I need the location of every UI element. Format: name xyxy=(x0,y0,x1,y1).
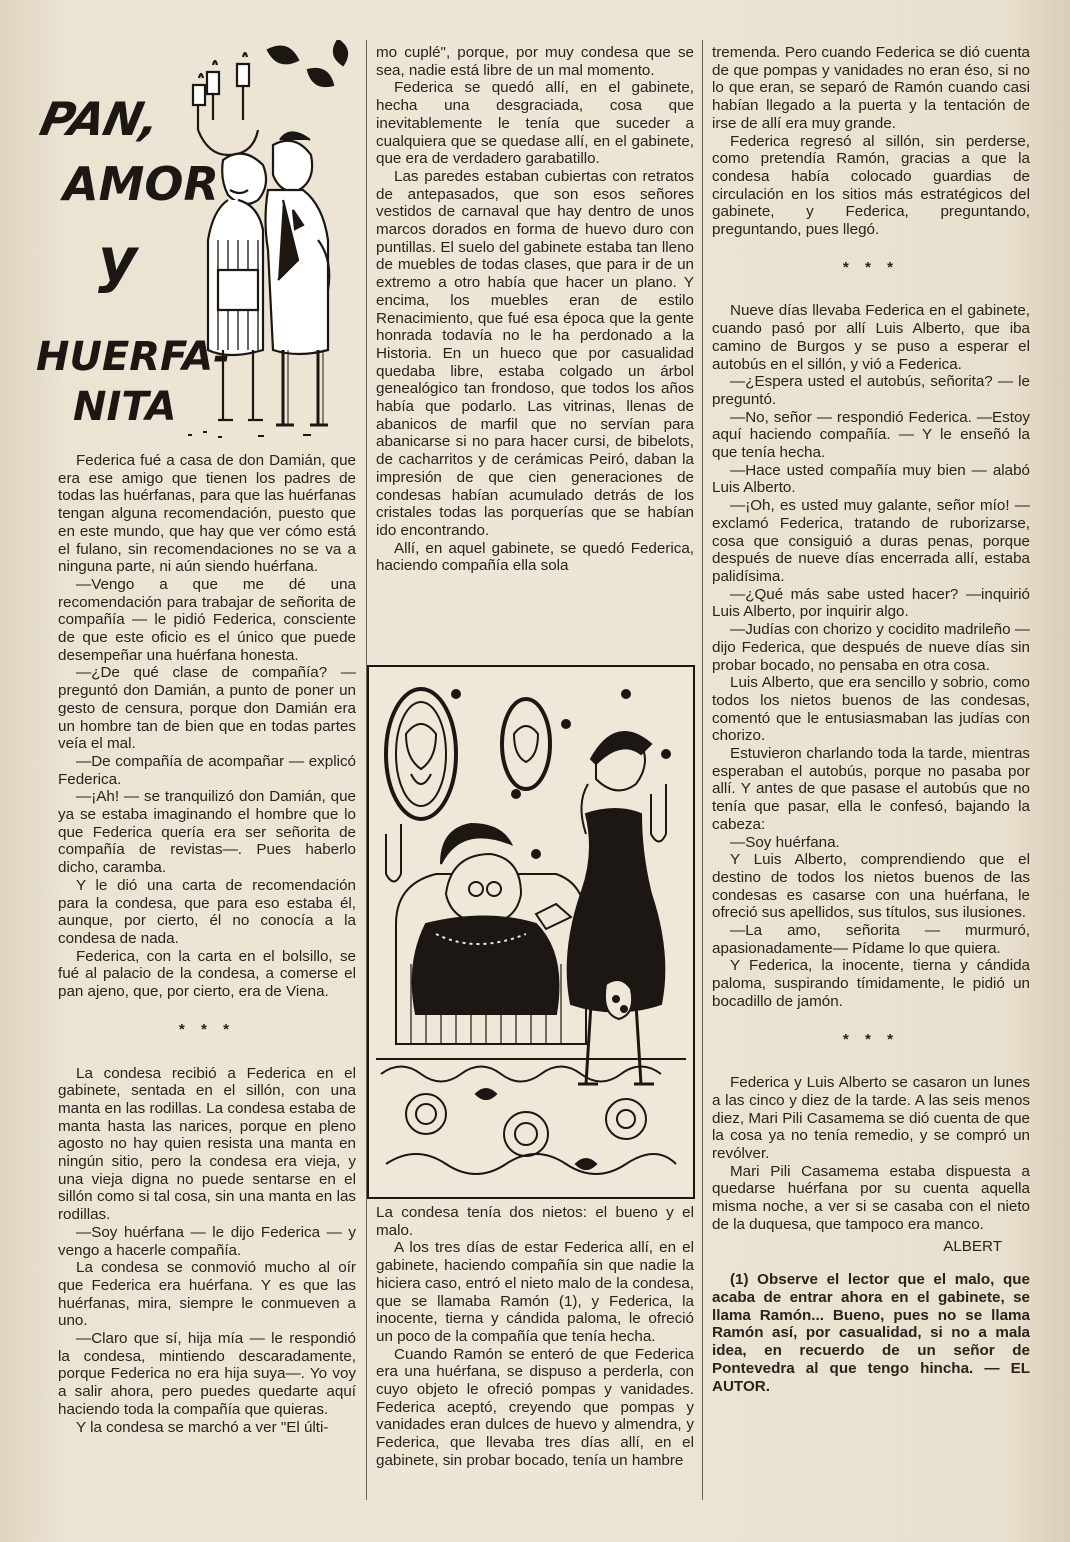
paragraph: —¡Oh, es usted muy galante, señor mío! — exclamó Federica, tratando de ruborizarse, cosa que consiguió a duras penas, porque después de nueve días encerrada allí, estaba palidísima. xyxy=(712,497,1030,585)
paragraph: —Vengo a que me dé una recomendación para trabajar de señorita de compañía — le pidió Federica, consciente de que este oficio es el único que puede desempeñar una huérfana honesta. xyxy=(58,575,356,664)
title-line-nita: NITA xyxy=(73,384,177,430)
paragraph: Federica se quedó allí, en el gabinete, hecha una desgraciada, cosa que inevitablemente le tenía que suceder a cualquiera que se quedase allí, en el gabinete, que era de verdadero garabatillo. xyxy=(376,79,694,168)
column-rule-2 xyxy=(702,40,703,1500)
title-illustration xyxy=(18,40,363,442)
column-2 xyxy=(376,44,694,575)
paragraph: —La amo, señorita — murmuró, apasionadamente— Pídame lo que quiera. xyxy=(712,922,1030,957)
title-line-huerfa: HUERFA- xyxy=(36,334,230,380)
paragraph: Allí, en aquel gabinete, se quedó Federica, haciendo compañía ella sola xyxy=(376,539,694,575)
paragraph: Y le dió una carta de recomendación para la condesa, que para eso estaba él, aunque, por cierto, él no conocía a la condesa de nada. xyxy=(58,876,356,947)
paragraph: Federica fué a casa de don Damián, que era ese amigo que tienen los padres de todas las huérfanas, para que las huérfanas tengan alguna recomendación, puesto que en este mundo, que hay que ver cómo está el fulano, sin recomendaciones no se va a ninguna parte, ni aún siendo huérfana. xyxy=(58,452,356,576)
paragraph: Federica regresó al sillón, sin perderse, como pretendía Ramón, gracias a que la condesa había colocado guardias de circulación en los sitios más estratégicos del gabinete, y Federica, preguntando, preguntando, pues llegó. xyxy=(712,132,1030,239)
salon-illustration xyxy=(366,664,696,1200)
countess-and-federica-drawing xyxy=(366,664,696,1200)
paragraph: Y Federica, la inocente, tierna y cándida paloma, suspirando tímidamente, le pidió un bocadillo de jamón. xyxy=(712,957,1030,1010)
paragraph: —¿De qué clase de compañía? — preguntó don Damián, a punto de poner un gesto de censura, porque don Damián era un hombre tan de bien que en todas partes veía el mal. xyxy=(58,664,356,753)
paragraph: —Hace usted compañía muy bien — alabó Luis Alberto. xyxy=(712,461,1030,497)
title-line-y: y xyxy=(98,225,138,295)
paragraph: Y la condesa se marchó a ver "El últi- xyxy=(76,1418,329,1436)
section-separator: * * * xyxy=(178,1020,236,1038)
paragraph: Cuando Ramón se enteró de que Federica era una huérfana, se dispuso a perderla, con cuyo objeto le ofreció pompas y vanidades. Federica aceptó, creyendo que pompas y vanidades eran dulces de huevo y almendra, y Federica, que llevaba tres días allí, en el gabinete, sin probar bocado, tenía un hambre xyxy=(376,1345,694,1469)
paragraph: —Judías con chorizo y cocidito madrileño — dijo Federica, que después de nueve días sin probar bocado, no pensaba en otra cosa. xyxy=(712,621,1030,674)
paragraph: Mari Pili Casamema estaba dispuesta a quedarse huérfana por su cuenta aquella misma noche, a ver si se casaba con el nieto de la duquesa, que tampoco era manco. xyxy=(712,1162,1030,1233)
paragraph: —¿Qué más sabe usted hacer? —inquirió Luis Alberto, por inquirir algo. xyxy=(712,585,1030,621)
paragraph: Las paredes estaban cubiertas con retratos de antepasados, que son esos señores vestidos de carnaval que hay dentro de unos marcos dorados en forma de huevo duro con puntillas. El suelo del gabinete estaba tan lleno de muebles de todas clases, que para ir de un extremo a otro había que hacer un plano. Y encima, los muebles eran de estilo Renacimiento, que fué esa época que la gente honrada todavía no le ha perdonado a la Historia. En un hueco que por casualidad quedaba libre, estaba colgado un árbol genealógico tan frondoso, que todos los años había que podarlo. Las vitrinas, llenas de abanicos de marfil que no servían para abanicarse si no para hacer cursi, de bibelots, de cacharritos y de cerámicas Peiró, daban la impresión de que cien generaciones de condesas habían acumulado detrás de los cristales todas las porquerías que se habían ido encontrando. xyxy=(376,167,694,539)
paragraph: Estuvieron charlando toda la tarde, mientras esperaban el autobús, porque no pasaba por allí. Y antes de que pasase el autobús que no tenía que pasar, ella le confesó, bajando la cabeza: xyxy=(712,745,1030,833)
column-2-continued xyxy=(376,1204,694,1470)
paragraph: tremenda. Pero cuando Federica se dió cuenta de que pompas y vanidades no eran éso, si no lo que eran, se separó de Ramón cuando casi habían llegado a la puerta y la tentación de irse de allí era muy grande. xyxy=(712,44,1030,132)
author-signature: ALBERT xyxy=(943,1237,1002,1255)
footnote: (1) Observe el lector que el malo, que acaba de entrar ahora en el gabinete, se llama Ramón... Bueno, pues no se llama Ramón así, por casualidad, si no a mala idea, en recuerdo de un señor de Pontevedra al que tengo hincha. — EL AUTOR. xyxy=(712,1271,1030,1395)
column-1 xyxy=(58,452,356,1436)
paragraph: —Soy huérfana. xyxy=(730,833,840,851)
column-3 xyxy=(712,44,1030,1395)
section-separator: * * * xyxy=(842,1030,900,1048)
section-separator: * * * xyxy=(842,258,900,276)
paragraph: La condesa se conmovió mucho al oír que Federica era huérfana. Y es que las huérfanas, mira, siempre le conmueven a uno. xyxy=(58,1259,356,1330)
paragraph: —¿Espera usted el autobús, señorita? — le preguntó. xyxy=(712,373,1030,408)
paragraph: —Claro que sí, hija mía — le respondió la condesa, mintiendo descaradamente, porque Federica no era hija suya—. Yo voy a salir ahora, pero puedes quedarte aquí haciendo toda la compañía que quieras. xyxy=(58,1330,356,1418)
paragraph: Federica, con la carta en el bolsillo, se fué al palacio de la condesa, a comerse el pan ajeno, que, por cierto, era de Viena. xyxy=(58,947,356,1001)
paragraph: —No, señor — respondió Federica. —Estoy aquí haciendo compañía. — Y le enseñó la que tenía hecha. xyxy=(712,408,1030,462)
candelabra-gentlemen-drawing xyxy=(18,40,363,442)
paragraph: Nueve días llevaba Federica en el gabinete, cuando pasó por allí Luis Alberto, que iba camino de Burgos y se puso a esperar el autobús en el sillón, y vió a Federica. xyxy=(712,302,1030,373)
paragraph: mo cuplé", porque, por muy condesa que se sea, nadie está libre de un mal momento. xyxy=(376,44,694,79)
title-line-amor: AMOR xyxy=(63,157,219,211)
paragraph: La condesa recibió a Federica en el gabinete, sentada en el sillón, con una manta en las rodillas. La condesa estaba de manta hasta las narices, porque en pleno agosto no hay quien resista una manta en ningún sitio, pero la condesa era vieja, y una vieja digna no puede sentarse en el sillón como si tal cosa, sin una manta en las rodillas. xyxy=(58,1064,356,1224)
paragraph: —Soy huérfana — le dijo Federica — y vengo a hacerle compañía. xyxy=(58,1223,356,1259)
paragraph: Y Luis Alberto, comprendiendo que el destino de todos los nietos buenos de las condesas es casarse con una huérfana, le ofreció sus apellidos, sus títulos, sus ilusiones. xyxy=(712,851,1030,922)
paragraph: —¡Ah! — se tranquilizó don Damián, que ya se estaba imaginando el hombre que lo que Federica quería era ser señorita de compañía de revistas—. Pues haberlo dicho, caramba. xyxy=(58,788,356,877)
paragraph: A los tres días de estar Federica allí, en el gabinete, haciendo compañía sin que nadie la hiciera caso, entró el nieto malo de la condesa, que se llamaba Ramón (1), y Federica, la inocente, tierna y cándida paloma, le ofreció un poco de la compañía que tenía hecha. xyxy=(376,1239,694,1345)
illustration-caption: La condesa tenía dos nietos: el bueno y el malo. xyxy=(376,1204,694,1239)
paragraph: Federica y Luis Alberto se casaron un lunes a las cinco y diez de la tarde. A las seis menos diez, Mari Pili Casamema se dió cuenta de que la cosa ya no tenía remedio, y se compró un revólver. xyxy=(712,1074,1030,1163)
paragraph: Luis Alberto, que era sencillo y sobrio, como todos los nietos buenos de las condesas, comentó que le entusiasmaban las judías con chorizo. xyxy=(712,674,1030,745)
title-line-pan: PAN, xyxy=(35,92,164,146)
paragraph: —De compañía de acompañar — explicó Federica. xyxy=(58,752,356,788)
